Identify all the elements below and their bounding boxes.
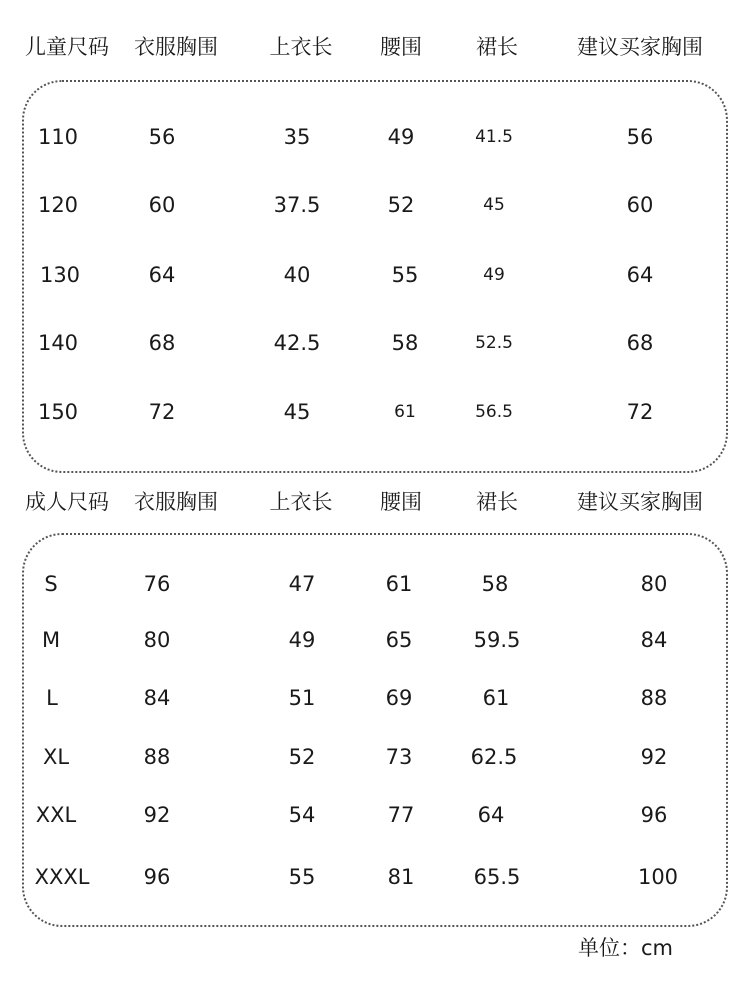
size-cell: L (46, 686, 58, 710)
skirt-length-cell: 52.5 (475, 333, 513, 353)
table-row (0, 795, 750, 835)
waist-cell: 52 (387, 193, 415, 217)
skirt-length-cell: 56.5 (475, 402, 513, 422)
header-chest: 衣服胸围 (134, 35, 218, 59)
recommended-chest-cell: 84 (640, 628, 668, 652)
recommended-chest-cell: 96 (640, 803, 668, 827)
header-skirt-length: 裙长 (476, 490, 518, 514)
waist-cell: 73 (385, 745, 413, 769)
header-recommended-chest: 建议买家胸围 (577, 35, 703, 59)
size-cell: 110 (37, 125, 79, 149)
waist-cell: 81 (387, 865, 415, 889)
chest-cell: 68 (148, 331, 176, 355)
recommended-chest-cell: 92 (640, 745, 668, 769)
chest-cell: 88 (143, 745, 171, 769)
top-length-cell: 37.5 (273, 193, 321, 217)
size-cell: XXL (35, 803, 77, 827)
table-row (0, 564, 750, 604)
waist-cell: 49 (387, 125, 415, 149)
header-waist: 腰围 (380, 490, 422, 514)
skirt-length-cell: 41.5 (475, 127, 513, 147)
skirt-length-cell: 45 (483, 195, 505, 215)
waist-cell: 65 (385, 628, 413, 652)
header-chest: 衣服胸围 (134, 490, 218, 514)
kids-header-row (0, 27, 750, 67)
size-cell: 130 (39, 263, 81, 287)
size-cell: 120 (37, 193, 79, 217)
table-row (0, 323, 750, 363)
recommended-chest-cell: 60 (626, 193, 654, 217)
top-length-cell: 42.5 (273, 331, 321, 355)
chest-cell: 60 (148, 193, 176, 217)
top-length-cell: 35 (283, 125, 311, 149)
chest-cell: 76 (143, 572, 171, 596)
waist-cell: 55 (391, 263, 419, 287)
size-cell: 150 (37, 400, 79, 424)
top-length-cell: 54 (288, 803, 316, 827)
recommended-chest-cell: 80 (640, 572, 668, 596)
header-recommended-chest: 建议买家胸围 (577, 490, 703, 514)
chest-cell: 80 (143, 628, 171, 652)
table-row (0, 620, 750, 660)
chest-cell: 72 (148, 400, 176, 424)
table-row (0, 737, 750, 777)
chest-cell: 64 (148, 263, 176, 287)
header-skirt-length: 裙长 (476, 35, 518, 59)
chest-cell: 56 (148, 125, 176, 149)
header-size: 成人尺码 (25, 490, 109, 514)
recommended-chest-cell: 72 (626, 400, 654, 424)
skirt-length-cell: 61 (482, 686, 510, 710)
skirt-length-cell: 58 (481, 572, 509, 596)
size-cell: XL (42, 745, 70, 769)
top-length-cell: 52 (288, 745, 316, 769)
header-waist: 腰围 (380, 35, 422, 59)
skirt-length-cell: 62.5 (470, 745, 518, 769)
recommended-chest-cell: 68 (626, 331, 654, 355)
chest-cell: 96 (143, 865, 171, 889)
header-size: 儿童尺码 (25, 35, 109, 59)
adult-header-row (0, 482, 750, 522)
recommended-chest-cell: 64 (626, 263, 654, 287)
top-length-cell: 40 (283, 263, 311, 287)
table-row (0, 392, 750, 432)
waist-cell: 77 (387, 803, 415, 827)
waist-cell: 69 (385, 686, 413, 710)
size-cell: M (41, 628, 61, 652)
table-row (0, 117, 750, 157)
chest-cell: 84 (143, 686, 171, 710)
top-length-cell: 45 (283, 400, 311, 424)
table-row (0, 678, 750, 718)
top-length-cell: 49 (288, 628, 316, 652)
size-cell: XXXL (34, 865, 90, 889)
chest-cell: 92 (143, 803, 171, 827)
top-length-cell: 51 (288, 686, 316, 710)
recommended-chest-cell: 56 (626, 125, 654, 149)
top-length-cell: 55 (288, 865, 316, 889)
unit-label: 单位：cm (578, 936, 674, 960)
waist-cell: 58 (391, 331, 419, 355)
table-row (0, 185, 750, 225)
size-cell: S (44, 572, 58, 596)
skirt-length-cell: 49 (483, 265, 505, 285)
waist-cell: 61 (394, 402, 416, 422)
size-cell: 140 (37, 331, 79, 355)
recommended-chest-cell: 88 (640, 686, 668, 710)
table-row (0, 857, 750, 897)
skirt-length-cell: 64 (477, 803, 505, 827)
recommended-chest-cell: 100 (637, 865, 679, 889)
header-top-length: 上衣长 (269, 35, 333, 59)
table-row (0, 255, 750, 295)
skirt-length-cell: 65.5 (473, 865, 521, 889)
header-top-length: 上衣长 (269, 490, 333, 514)
waist-cell: 61 (385, 572, 413, 596)
top-length-cell: 47 (288, 572, 316, 596)
skirt-length-cell: 59.5 (473, 628, 521, 652)
